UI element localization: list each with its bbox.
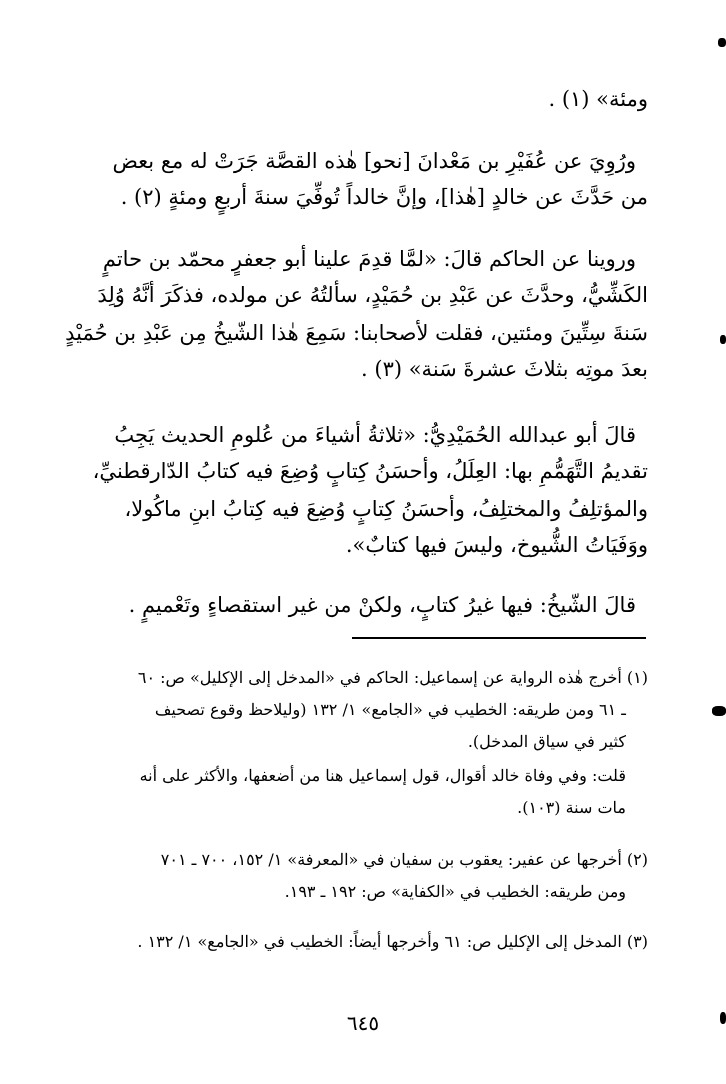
text-line: ومئة» (١) . — [548, 87, 648, 111]
footnote-line: ومن طريقه: الخطيب في «الكفاية» ص: ١٩٢ ـ ١٩٣. — [284, 882, 626, 901]
footnote-line: (١) أخرج هٰذه الرواية عن إسماعيل: الحاكم في «المدخل إلى الإكليل» ص: ٦٠ — [137, 668, 648, 687]
footnote-line: قلت: وفي وفاة خالد أقوال، قول إسماعيل هنا من أضعفها، والأكثر على أنه — [139, 766, 626, 785]
footnote-line: ـ ٦١ ومن طريقه: الخطيب في «الجامع» ١/ ١٣٢ (وليلاحظ وقوع تصحيف — [154, 700, 626, 719]
text-line: ورُوِيَ عن عُفَيْرِ بن مَعْدانَ [نحو] هٰذه القصَّة جَرَتْ له مع بعض — [112, 149, 636, 173]
footnote-line: مات سنة (١٠٣). — [517, 798, 626, 817]
footnote-line: كثير في سياق المدخل). — [467, 732, 626, 751]
text-line: قالَ أبو عبدالله الحُمَيْدِيُّ: «ثلاثةُ أشياءَ من عُلومِ الحديث يَجِبُ — [114, 423, 636, 447]
text-line: قالَ الشّيخُ: فيها غيرُ كتابٍ، ولكنْ من غير استقصاءٍ وتَعْميمٍ . — [128, 593, 636, 617]
edge-mark-top — [718, 38, 726, 47]
text-line: تقديمُ التَّهَمُّمِ بها: العِلَلُ، وأحسَنُ كِتابٍ وُضِعَ فيه كتابُ الدّارقطنيِّ، — [92, 459, 648, 483]
text-line: وروينا عن الحاكم قالَ: «لمَّا قدِمَ علينا أبو جعفرٍ محمّد بن حاتمٍ — [102, 247, 636, 271]
edge-mark-middle — [720, 335, 726, 344]
edge-mark-footnote — [712, 706, 726, 716]
text-line: والمؤتلِفُ والمختلِفُ، وأحسَنُ كِتابٍ وُضِعَ فيه كِتابُ ابنِ ماكُولا، — [124, 497, 648, 521]
page-number: ٦٤٥ — [346, 1011, 380, 1035]
text-line: من حَدَّثَ عن خالدٍ [هٰذا]، وإنَّ خالداً تُوفِّيَ سنةَ أربعٍ ومئةٍ (٢) . — [120, 185, 648, 209]
text-line: الكَشِّيُّ، وحدَّثَ عن عَبْدِ بن حُمَيْدٍ، سألتُهُ عن مولده، فذكَرَ أنَّهُ وُلِدَ — [97, 283, 648, 307]
footnote-line: (٢) أخرجها عن عفير: يعقوب بن سفيان في «المعرفة» ١/ ١٥٢، ٧٠٠ ـ ٧٠١ — [160, 850, 648, 869]
footnote-separator — [352, 637, 646, 639]
text-line: ووَفَيَاتُ الشُّيوخ، وليسَ فيها كتابٌ». — [345, 533, 648, 557]
footnote-line: (٣) المدخل إلى الإكليل ص: ٦١ وأخرجها أيضاً: الخطيب في «الجامع» ١/ ١٣٢ . — [137, 932, 648, 951]
text-line: بعدَ موتِه بثلاثَ عشرةَ سَنة» (٣) . — [361, 357, 648, 381]
text-line: سَنةَ سِتِّينَ ومئتين، فقلت لأصحابنا: سَمِعَ هٰذا الشّيخُ مِن عَبْدِ بن حُمَيْدٍ — [65, 321, 648, 345]
